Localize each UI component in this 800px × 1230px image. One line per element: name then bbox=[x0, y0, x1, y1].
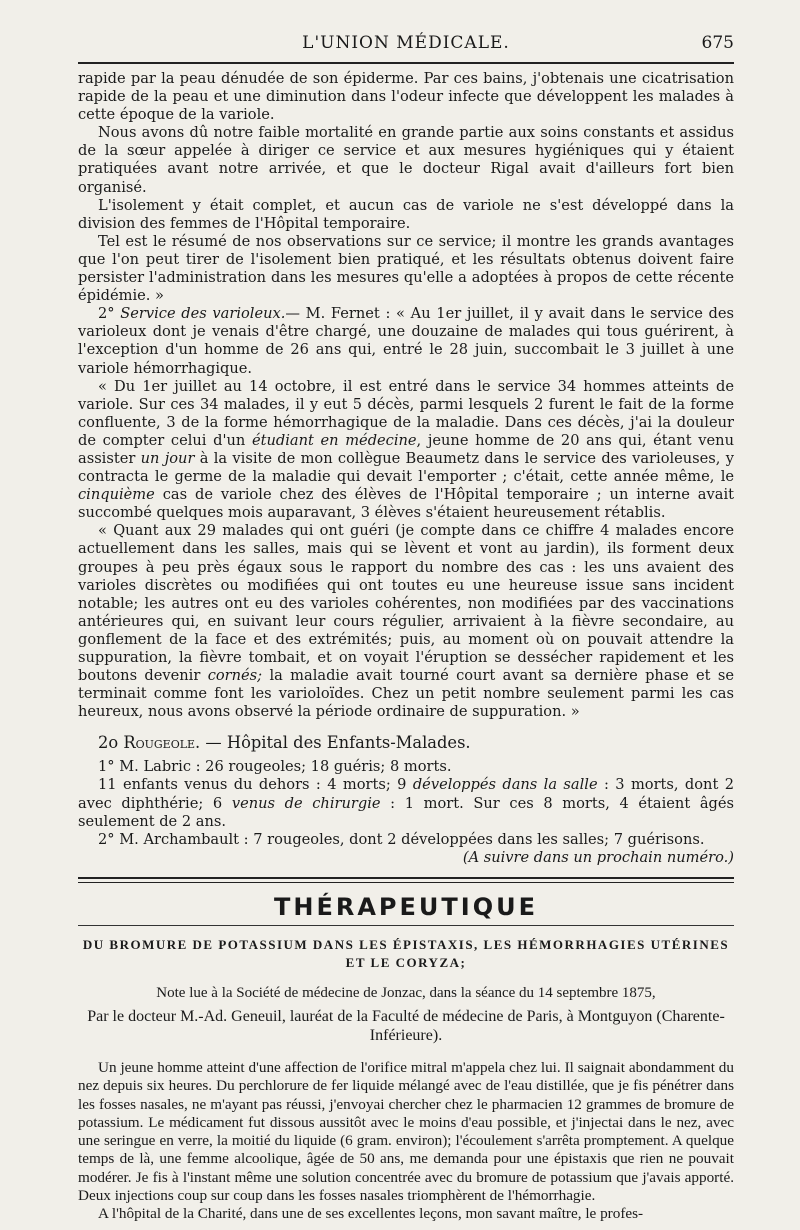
to-be-continued: (A suivre dans un prochain numéro.) bbox=[462, 848, 734, 866]
article-note: Note lue à la Société de médecine de Jonzac, dans la séance du 14 septembre 1875, bbox=[156, 984, 656, 1001]
rougeole-line: 11 enfants venus du dehors : 4 morts; 9 développés dans la salle : 3 morts, dont 2 avec diphthérie; 6 venus de chirurgie : 1 mort. Sur ces 8 morts, 4 étaient âgés seulement de 2 ans. bbox=[78, 776, 735, 830]
paragraph: rapide par la peau dénudée de son épiderme. Par ces bains, j'obtenais une cicatrisation rapide de la peau et une diminution dans l'odeur infecte que développent les malades à cette époque de la variole. bbox=[78, 70, 734, 124]
paragraph: Nous avons dû notre faible mortalité en grande partie aux soins constants et assidus de la sœur appelée à diriger ce service et aux mesures hygiéniques qui y étaient pratiquées avant notre arrivée, et que le docteur Rigal avait d'ailleurs fort bien organisé. bbox=[78, 124, 734, 196]
rougeole-line: 2° M. Archambault : 7 rougeoles, dont 2 développées dans les salles; 7 guérisons. bbox=[98, 830, 705, 848]
paragraph: « Du 1er juillet au 14 octobre, il est entré dans le service 34 hommes atteints de variole. Sur ces 34 malades, il y eut 5 décès, parmi lesquels 2 furent le fait de la forme confluente, 3 de la forme hémorrhagique de la maladie. Dans ces décès, j'ai la douleur de compter celui d'un étudiant en médecine, jeune homme de 20 ans qui, étant venu assister un jour à la visite de mon collègue Beaumetz dans le service des varioleuses, y contracta le germe de la maladie qui devait l'emporter ; c'était, cette année même, le cinquième cas de variole chez des élèves de l'Hôpital temporaire ; un interne avait succombé quelques mois auparavant, 3 élèves s'étaient heureusement rétablis. bbox=[78, 377, 734, 522]
paragraph: A l'hôpital de la Charité, dans une de ses excellentes leçons, mon savant maître, le profes- bbox=[98, 1205, 644, 1223]
heading-rule bbox=[78, 925, 734, 926]
section-divider bbox=[78, 877, 734, 883]
paragraph: Tel est le résumé de nos observations sur ce service; il montre les grands avantages que l'on peut tirer de l'isolement bien pratiqué, et les résultats obtenus doivent faire persister l'administration dans les mesures qu'elle a adoptées à propos de cette récente épidémie. » bbox=[78, 232, 734, 305]
rougeole-line: 1° M. Labric : 26 rougeoles; 18 guéris; 8 morts. bbox=[98, 758, 452, 776]
paragraph: Un jeune homme atteint d'une affection de l'orifice mitral m'appela chez lui. Il saignait abondamment du nez depuis six heures. Du perchlorure de fer liquide mélangé avec de l'eau distillée, que je fis pénétrer dans les fosses nasales, ne m'ayant pas réussi, j'envoyai chercher chez le pharmacien 12 grammes de bromure de potassium. Le médicament fut dissous aussitôt avec le moins d'eau possible, et j'injectai dans le nez, avec une seringue en verre, la moitié du liquide (6 gram. environ); l'écoulement s'arrêta promptement. A quelque temps de là, une femme alcoolique, âgée de 50 ans, me demanda pour une épistaxis que rien ne pouvait modérer. Je fis à l'instant même une solution concentrée avec du bromure de potassium que j'avais apporté. Deux injections coup sur coup dans les fosses nasales triomphèrent de l'hémorrhagie. bbox=[78, 1058, 734, 1205]
paragraph: « Quant aux 29 malades qui ont guéri (je compte dans ce chiffre 4 malades encore actuellement dans les salles, mais qui se lèvent et vont au jardin), ils forment deux groupes à peu près égaux sous le rapport du nombre des cas : les uns avaient des varioles discrètes ou modifiées qui ont toutes eu une heureuse issue sans incident notable; les autres ont eu des varioles cohérentes, non modifiées par des vaccinations antérieures qui, en suivant leur cours régulier, arrivaient à la fièvre secondaire, au gonflement de la face et des extrémités; puis, au moment où on pouvait attendre la suppuration, la fièvre tombait, et on voyait l'éruption se dessécher rapidement et les boutons devenir cornés; la maladie avait tourné court avant sa dernière phase et se terminait comme font les varioloïdes. Chez un petit nombre seulement parmi les cas heureux, nous avons observé la période ordinaire de suppuration. » bbox=[78, 522, 735, 721]
paragraph: L'isolement y était complet, et aucun cas de variole ne s'est développé dans la division des femmes de l'Hôpital temporaire. bbox=[78, 196, 734, 232]
section-title: Service des varioleux. bbox=[120, 305, 286, 323]
running-header bbox=[78, 30, 734, 58]
article-byline: Par le docteur M.-Ad. Geneuil, lauréat de la Faculté de médecine de Paris, à Montguyon (Charente-Inférieure). bbox=[87, 1007, 725, 1044]
section-heading-therapeutique: THÉRAPEUTIQUE bbox=[274, 892, 538, 921]
header-rule bbox=[78, 62, 734, 64]
article-title: DU BROMURE DE POTASSIUM DANS LES ÉPISTAXIS, LES HÉMORRHAGIES UTÉRINES ET LE CORYZA; bbox=[82, 936, 730, 970]
paragraph-service-varioleux: 2° Service des varioleux.— M. Fernet : « Au 1er juillet, il y avait dans le service des varioleux dont je venais d'être chargé, une douzaine de malades qui tous guérirent, à l'exception d'un homme de 26 ans qui, entré le 28 juin, succombait le 3 juillet à une variole hémorrhagique. bbox=[78, 305, 734, 377]
article-body bbox=[78, 1059, 734, 1224]
journal-title: L'UNION MÉDICALE. bbox=[302, 33, 510, 53]
page-number: 675 bbox=[701, 33, 734, 53]
section-heading-rougeole: 2o Rougeole. — Hôpital des Enfants-Malades. bbox=[98, 733, 471, 753]
